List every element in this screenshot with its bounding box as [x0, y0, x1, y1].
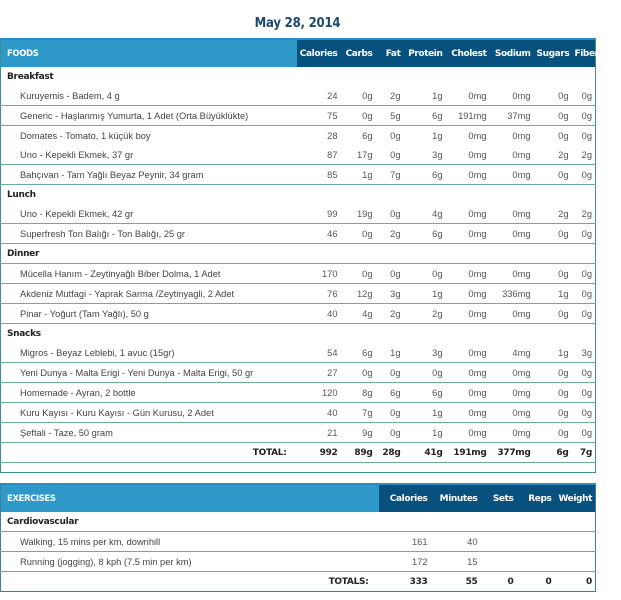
food-name[interactable]: Domates - Tomato, 1 küçük boy	[1, 126, 297, 146]
food-row[interactable]	[1, 204, 596, 224]
food-protein: 6g	[404, 224, 446, 244]
food-sugars: 2g	[558, 149, 569, 160]
food-cholest: 0mg	[446, 423, 490, 443]
meal-header-dinner	[1, 244, 596, 264]
food-carbs: 0g	[362, 90, 373, 101]
food-sugars: 0g	[534, 264, 572, 284]
food-calories: 120	[297, 383, 341, 403]
food-sodium: 37mg	[490, 106, 534, 126]
food-cholest: 0mg	[446, 224, 490, 244]
exercise-weight	[555, 532, 596, 552]
food-name[interactable]: Pinar - Yoğurt (Tam Yağlı), 50 g	[1, 304, 297, 324]
food-carbs: 9g	[341, 423, 376, 443]
food-sodium: 336mg	[490, 284, 534, 304]
food-fiber: 2g	[581, 149, 592, 160]
food-sugars: 0g	[534, 363, 572, 383]
total-ex-sets: 0	[481, 572, 517, 592]
food-calories: 99	[327, 208, 338, 219]
food-carbs: 0g	[341, 264, 376, 284]
food-carbs: 4g	[341, 304, 376, 324]
food-fiber: 3g	[581, 347, 592, 358]
meal-header-snacks	[1, 324, 596, 344]
food-sodium: 0mg	[490, 165, 534, 185]
food-fat: 3g	[376, 284, 404, 304]
exercise-calories: 161	[379, 532, 431, 552]
food-calories: 27	[297, 363, 341, 383]
food-fiber: 0g	[572, 126, 596, 146]
food-fiber: 0g	[572, 224, 596, 244]
food-carbs: 19g	[356, 208, 373, 219]
food-protein: 1g	[404, 126, 446, 146]
food-fat: 0g	[376, 126, 404, 146]
total-fiber: 7g	[572, 443, 596, 463]
food-sugars: 0g	[534, 126, 572, 146]
food-row[interactable]	[1, 363, 596, 383]
food-protein: 4g	[432, 208, 443, 219]
food-calories: 28	[297, 126, 341, 146]
col-protein: Protein	[404, 39, 446, 67]
col-cholest: Cholest	[446, 39, 490, 67]
food-protein: 1g	[404, 284, 446, 304]
food-fat: 0g	[376, 423, 404, 443]
food-name[interactable]: Uno - Kepekli Ekmek, 37 gr	[20, 149, 134, 160]
food-fiber: 2g	[581, 208, 592, 219]
exercise-sets	[481, 532, 517, 552]
food-fat: 0g	[376, 264, 404, 284]
exercise-calories: 172	[379, 552, 431, 572]
food-protein: 6g	[404, 106, 446, 126]
food-protein: 3g	[432, 149, 443, 160]
food-fat: 0g	[390, 208, 401, 219]
food-sodium: 0mg	[490, 423, 534, 443]
food-calories: 46	[297, 224, 341, 244]
exercise-reps	[517, 532, 555, 552]
exercise-name[interactable]: Running (jogging), 8 kph (7.5 min per km)	[1, 552, 379, 572]
food-protein: 6g	[404, 383, 446, 403]
exercise-group-cardiovascular	[1, 512, 596, 532]
col-carbs: Carbs	[341, 39, 376, 67]
food-row[interactable]	[1, 165, 596, 185]
food-name[interactable]: Bahçıvan - Tam Yağlı Beyaz Peynir, 34 gram	[1, 165, 297, 185]
exercise-row[interactable]	[1, 552, 596, 572]
total-label: TOTAL:	[1, 443, 297, 463]
food-sodium: 0mg	[490, 304, 534, 324]
food-carbs: 1g	[341, 165, 376, 185]
food-row[interactable]	[1, 264, 596, 284]
food-fiber: 0g	[572, 423, 596, 443]
col-fiber: Fiber	[572, 39, 596, 67]
food-cholest: 0mg	[468, 149, 487, 160]
foods-footer-spacer	[1, 463, 596, 473]
food-carbs: 0g	[341, 224, 376, 244]
foods-header: FOODS	[1, 39, 297, 67]
foods-header-row	[1, 39, 596, 67]
food-sodium: 0mg	[490, 126, 534, 146]
col-calories: Calories	[297, 39, 341, 67]
food-cholest: 0mg	[468, 208, 487, 219]
food-fat: 0g	[390, 149, 401, 160]
meal-name: Breakfast	[7, 71, 54, 82]
food-row[interactable]	[1, 126, 596, 146]
food-sugars: 0g	[534, 383, 572, 403]
food-cholest: 0mg	[468, 347, 487, 358]
total-fat: 28g	[376, 443, 404, 463]
spacer-cell	[1, 463, 596, 473]
food-cholest: 191mg	[446, 106, 490, 126]
food-fat: 7g	[376, 165, 404, 185]
food-sodium: 0mg	[490, 224, 534, 244]
food-cholest: 0mg	[446, 304, 490, 324]
exercise-row[interactable]	[1, 532, 596, 552]
food-cholest: 0mg	[468, 90, 487, 101]
food-fiber: 0g	[572, 403, 596, 423]
food-carbs: 0g	[341, 363, 376, 383]
food-name[interactable]: Homemade - Ayran, 2 bottle	[1, 383, 297, 403]
exercise-sets	[481, 552, 517, 572]
exercise-reps	[517, 552, 555, 572]
food-sodium: 0mg	[490, 264, 534, 284]
exercise-weight	[555, 552, 596, 572]
food-name[interactable]: Şeftali - Taze, 50 gram	[1, 423, 297, 443]
food-row[interactable]	[1, 106, 596, 126]
food-protein: 1g	[404, 423, 446, 443]
col-ex-minutes: Minutes	[431, 484, 481, 512]
food-cholest: 0mg	[446, 363, 490, 383]
food-cholest: 0mg	[446, 264, 490, 284]
meal-name: Snacks	[1, 324, 596, 344]
food-sodium: 0mg	[512, 90, 531, 101]
food-calories: 24	[327, 90, 338, 101]
food-fiber: 0g	[572, 304, 596, 324]
food-carbs: 6g	[362, 347, 373, 358]
food-name[interactable]: Yeni Dunya - Malta Erigi - Yeni Dunya - Malta Erigi, 50 gr	[1, 363, 297, 383]
food-fiber: 0g	[572, 363, 596, 383]
food-row[interactable]	[1, 304, 596, 324]
food-protein: 1g	[432, 90, 443, 101]
food-name[interactable]: Migros - Beyaz Leblebi, 1 avuc (15gr)	[20, 347, 175, 358]
exercises-table	[0, 483, 596, 592]
food-calories: 87	[327, 149, 338, 160]
food-sodium: 4mg	[512, 347, 531, 358]
food-row[interactable]	[1, 423, 596, 443]
food-calories: 40	[297, 403, 341, 423]
food-protein: 2g	[404, 304, 446, 324]
food-sodium: 0mg	[490, 363, 534, 383]
food-name[interactable]: Mücella Hanım - Zeytinyağlı Biber Dolma, 1 Adet	[1, 264, 297, 284]
food-row[interactable]	[1, 224, 596, 244]
food-cholest: 0mg	[446, 403, 490, 423]
food-row[interactable]	[1, 86, 596, 106]
food-fiber: 0g	[572, 264, 596, 284]
food-fat: 6g	[376, 383, 404, 403]
food-sugars: 1g	[558, 347, 569, 358]
food-protein: 0g	[404, 264, 446, 284]
food-cholest: 0mg	[446, 383, 490, 403]
food-fiber: 0g	[581, 90, 592, 101]
meal-header-breakfast	[1, 67, 596, 86]
total-cholest: 191mg	[446, 443, 490, 463]
food-carbs: 12g	[341, 284, 376, 304]
food-sugars: 2g	[558, 208, 569, 219]
food-sugars: 0g	[558, 90, 569, 101]
food-protein: 3g	[432, 347, 443, 358]
totals-label: TOTALS:	[1, 572, 379, 592]
exercises-header: EXERCISES	[1, 484, 379, 512]
food-row[interactable]	[1, 284, 596, 304]
food-fiber: 0g	[572, 284, 596, 304]
col-ex-weight: Weight	[555, 484, 596, 512]
food-fat: 2g	[390, 90, 401, 101]
food-sodium: 0mg	[490, 383, 534, 403]
col-sugars: Sugars	[534, 39, 572, 67]
food-protein: 1g	[404, 403, 446, 423]
food-cholest: 0mg	[446, 126, 490, 146]
food-calories: 170	[297, 264, 341, 284]
food-sodium: 0mg	[512, 208, 531, 219]
total-sugars: 6g	[534, 443, 572, 463]
food-calories: 21	[297, 423, 341, 443]
food-name[interactable]: Kuruyemis - Badem, 4 g	[20, 90, 120, 101]
food-sugars: 0g	[534, 403, 572, 423]
food-calories: 85	[297, 165, 341, 185]
exercise-name[interactable]: Walking, 15 mins per km, downhill	[1, 532, 379, 552]
food-name[interactable]: Akdeniz Mutfagi - Yaprak Sarma /Zeytinyagli, 2 Adet	[1, 284, 297, 304]
food-calories: 54	[327, 347, 338, 358]
food-fat: 2g	[376, 224, 404, 244]
exercise-group-name: Cardiovascular	[7, 516, 79, 527]
food-sugars: 0g	[534, 304, 572, 324]
food-fat: 0g	[376, 403, 404, 423]
exercises-total-row	[1, 572, 596, 592]
food-protein: 0g	[404, 363, 446, 383]
total-sodium: 377mg	[490, 443, 534, 463]
food-sugars: 1g	[534, 284, 572, 304]
food-calories: 75	[297, 106, 341, 126]
food-fiber: 0g	[572, 165, 596, 185]
food-fat: 0g	[376, 363, 404, 383]
meal-name: Dinner	[1, 244, 596, 264]
food-fat: 5g	[376, 106, 404, 126]
total-carbs: 89g	[341, 443, 376, 463]
col-ex-sets: Sets	[481, 484, 517, 512]
food-cholest: 0mg	[446, 284, 490, 304]
food-name[interactable]: Superfresh Ton Balığı - Ton Balığı, 25 gr	[1, 224, 297, 244]
food-protein: 6g	[404, 165, 446, 185]
food-name[interactable]: Uno - Kepekli Ekmek, 42 gr	[20, 208, 134, 219]
total-ex-weight: 0	[555, 572, 596, 592]
food-fiber: 0g	[572, 106, 596, 126]
col-ex-calories: Calories	[379, 484, 431, 512]
total-protein: 41g	[404, 443, 446, 463]
food-row[interactable]	[1, 403, 596, 423]
food-carbs: 0g	[341, 106, 376, 126]
food-name[interactable]: Generic - Haşlanmış Yumurta, 1 Adet (Orta Büyüklükte)	[1, 106, 297, 126]
food-calories: 76	[297, 284, 341, 304]
food-sugars: 0g	[534, 106, 572, 126]
exercise-minutes: 40	[431, 532, 481, 552]
food-row[interactable]	[1, 383, 596, 403]
food-sodium: 0mg	[490, 403, 534, 423]
food-name[interactable]: Kuru Kayısı - Kuru Kayısı - Gün Kurusu, 2 Adet	[1, 403, 297, 423]
exercise-minutes: 15	[431, 552, 481, 572]
diary-date: May 28, 2014	[254, 16, 341, 31]
food-calories: 40	[297, 304, 341, 324]
meal-name: Lunch	[1, 185, 596, 205]
food-sodium: 0mg	[512, 149, 531, 160]
food-sugars: 0g	[534, 423, 572, 443]
total-ex-minutes: 55	[431, 572, 481, 592]
food-sugars: 0g	[534, 165, 572, 185]
total-calories: 992	[297, 443, 341, 463]
total-ex-calories: 333	[379, 572, 431, 592]
food-carbs: 7g	[341, 403, 376, 423]
col-sodium: Sodium	[490, 39, 534, 67]
exercises-header-row	[1, 484, 596, 512]
food-carbs: 8g	[341, 383, 376, 403]
food-sugars: 0g	[534, 224, 572, 244]
food-fat: 2g	[376, 304, 404, 324]
col-ex-reps: Reps	[517, 484, 555, 512]
foods-total-row	[1, 443, 596, 463]
food-row[interactable]	[1, 343, 596, 363]
col-fat: Fat	[376, 39, 404, 67]
food-fat: 1g	[390, 347, 401, 358]
food-carbs: 6g	[341, 126, 376, 146]
food-cholest: 0mg	[446, 165, 490, 185]
food-carbs: 17g	[356, 149, 373, 160]
food-row[interactable]	[1, 145, 596, 165]
food-fiber: 0g	[572, 383, 596, 403]
total-ex-reps: 0	[517, 572, 555, 592]
foods-table	[0, 38, 599, 473]
meal-header-lunch	[1, 185, 596, 205]
